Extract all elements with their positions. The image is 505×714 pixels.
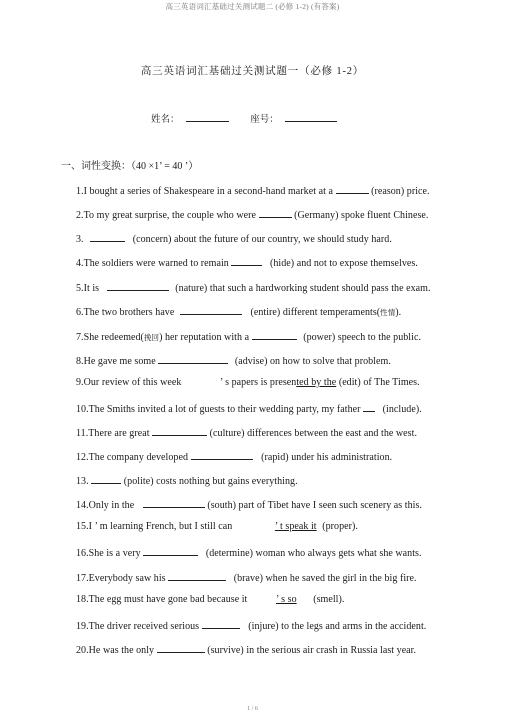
- answer-blank[interactable]: [152, 425, 207, 436]
- question-14: [76, 497, 456, 512]
- question-15: [76, 521, 456, 533]
- question-text: (survive) in the serious air crash in Russia last year.: [207, 645, 417, 656]
- question-1: [76, 183, 456, 198]
- question-text: 15.I ’ m learning French, but I still can: [76, 521, 233, 532]
- question-text: (smell).: [313, 594, 345, 605]
- question-text: (advise) on how to solve that problem.: [234, 356, 391, 367]
- question-text: 12.The company developed: [76, 452, 188, 463]
- question-text: 5.It is: [76, 283, 100, 294]
- name-blank[interactable]: [186, 111, 229, 122]
- question-19: [76, 618, 456, 633]
- question-text: ’ t speak it: [274, 521, 317, 532]
- question-text: (hide) and not to expose themselves.: [269, 258, 418, 269]
- question-5: [76, 280, 456, 295]
- section-heading: 一、词性变换：（40 ×1’ = 40 ’）: [61, 161, 199, 172]
- question-10: [76, 401, 456, 416]
- answer-blank[interactable]: [158, 353, 228, 364]
- answer-blank[interactable]: [107, 280, 169, 291]
- question-text: 2.To my great surprise, the couple who were: [76, 210, 257, 221]
- answer-blank[interactable]: [231, 255, 262, 266]
- question-text: 7.She redeemed(: [76, 332, 144, 343]
- question-8: [76, 353, 456, 368]
- answer-blank[interactable]: [259, 207, 292, 218]
- question-text: (Germany) spoke fluent Chinese.: [294, 210, 429, 221]
- student-info-line: [151, 111, 337, 125]
- question-4: [76, 255, 456, 270]
- page-number: 1 / 6: [247, 706, 258, 712]
- question-text: 9.Our review of this week: [76, 377, 182, 388]
- question-text: (entire) different temperaments(: [250, 307, 381, 318]
- question-text: ’ s so: [275, 594, 297, 605]
- question-text: ) her reputation with a: [159, 332, 250, 343]
- question-text: (power) speech to the public.: [303, 332, 422, 343]
- answer-blank[interactable]: [336, 183, 369, 194]
- answer-blank[interactable]: [91, 473, 121, 484]
- question-text: (edit) of The Times.: [338, 377, 420, 388]
- name-label: 姓名：: [151, 115, 180, 125]
- answer-blank[interactable]: [202, 618, 240, 629]
- question-6: [76, 304, 456, 319]
- answer-blank[interactable]: [180, 304, 242, 315]
- question-13: [76, 473, 456, 488]
- question-text: 16.She is a very: [76, 548, 141, 559]
- answer-blank[interactable]: [143, 497, 205, 508]
- question-3: [76, 231, 456, 246]
- answer-blank[interactable]: [363, 401, 375, 412]
- question-text: 13.: [76, 476, 89, 487]
- question-2: [76, 207, 456, 222]
- question-12: [76, 449, 456, 464]
- question-text: 19.The driver received serious: [76, 621, 200, 632]
- question-text: (rapid) under his administration.: [261, 452, 393, 463]
- question-text: 8.He gave me some: [76, 356, 156, 367]
- question-7: [76, 329, 456, 344]
- question-text: (culture) differences between the east and the west.: [209, 428, 417, 439]
- question-text: 14.Only in the: [76, 500, 135, 511]
- question-9: [76, 377, 456, 389]
- seat-blank[interactable]: [285, 111, 337, 122]
- question-text: ).: [395, 307, 402, 318]
- question-text: 11.There are great: [76, 428, 150, 439]
- question-text: (reason) price.: [371, 186, 430, 197]
- seat-label: 座号：: [250, 115, 279, 125]
- page-title: 高三英语词汇基础过关测试题一（必修 1-2）: [140, 66, 365, 77]
- question-text: (brave) when he saved the girl in the big fire.: [233, 573, 417, 584]
- question-text: (determine) woman who always gets what she wants.: [205, 548, 422, 559]
- chinese-gloss: 挽回: [143, 333, 160, 342]
- question-text: (concern) about the future of our country, we should study hard.: [132, 234, 392, 245]
- running-header: 高三英语词汇基础过关测试题二 (必修 1-2) (有答案): [165, 2, 340, 11]
- question-text: (include).: [382, 404, 422, 415]
- question-text: (injure) to the legs and arms in the accident.: [248, 621, 427, 632]
- question-text: 20.He was the only: [76, 645, 155, 656]
- question-11: [76, 425, 456, 440]
- answer-blank[interactable]: [90, 231, 125, 242]
- chinese-gloss: 性情: [380, 308, 396, 317]
- question-text: 3.: [76, 234, 84, 245]
- question-text: (south) part of Tibet have I seen such scenery as this.: [207, 500, 422, 511]
- answer-blank[interactable]: [168, 570, 226, 581]
- question-text: (polite) costs nothing but gains everything.: [123, 476, 298, 487]
- question-text: 17.Everybody saw his: [76, 573, 166, 584]
- question-20: [76, 642, 456, 657]
- answer-blank[interactable]: [157, 642, 205, 653]
- answer-blank[interactable]: [252, 329, 297, 340]
- question-text: 1.I bought a series of Shakespeare in a second-hand market at a: [76, 186, 333, 197]
- question-text: ’ s papers is presen: [219, 377, 297, 388]
- question-18: [76, 594, 456, 606]
- question-text: 4.The soldiers were warned to remain: [76, 258, 229, 269]
- question-text: ted by the: [296, 377, 337, 388]
- question-text: 10.The Smiths invited a lot of guests to their wedding party, my father: [76, 404, 361, 415]
- question-text: 6.The two brothers have: [76, 307, 175, 318]
- question-17: [76, 570, 456, 585]
- answer-blank[interactable]: [143, 545, 198, 556]
- question-text: 18.The egg must have gone bad because it: [76, 594, 248, 605]
- question-text: (nature) that such a hardworking student should pass the exam.: [175, 283, 431, 294]
- answer-blank[interactable]: [191, 449, 253, 460]
- question-16: [76, 545, 456, 560]
- question-text: (proper).: [322, 521, 358, 532]
